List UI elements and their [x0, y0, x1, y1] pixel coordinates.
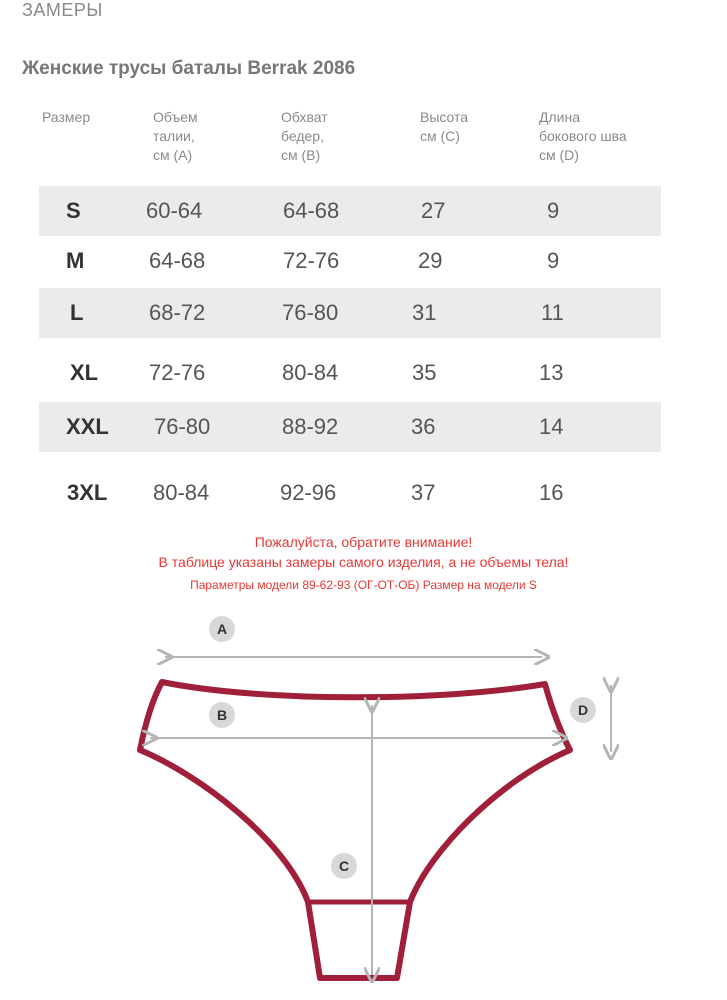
size-cell: L — [70, 300, 84, 325]
header-line: Размер — [42, 109, 91, 125]
table-row — [39, 402, 661, 452]
table-row — [39, 468, 661, 518]
hips-cell: 92-96 — [280, 480, 337, 505]
waist-cell: 64-68 — [149, 248, 206, 273]
height-cell: 31 — [412, 300, 437, 325]
header-line: см (D) — [539, 147, 579, 163]
side-cell: 13 — [539, 360, 564, 385]
badge-d-label: D — [577, 702, 589, 718]
badge-a — [209, 616, 235, 642]
hips-cell: 88-92 — [282, 414, 339, 439]
table-row — [39, 186, 661, 236]
hips-cell: 72-76 — [283, 248, 340, 273]
badge-a-label: A — [216, 621, 228, 637]
header-line: см (A) — [153, 147, 193, 163]
waist-cell: 80-84 — [153, 480, 210, 505]
header-line: Длина — [539, 109, 580, 125]
table-row — [39, 288, 661, 338]
waist-cell: 76-80 — [154, 414, 211, 439]
notice-model-params: Параметры модели 89-62-93 (ОГ-ОТ-ОБ) Размер на модели S — [190, 578, 537, 592]
height-cell: 27 — [421, 198, 446, 223]
waist-cell: 72-76 — [149, 360, 206, 385]
table-row — [39, 348, 661, 398]
height-cell: 29 — [418, 248, 443, 273]
badge-c — [331, 853, 357, 879]
height-cell: 36 — [411, 414, 436, 439]
hips-cell: 64-68 — [283, 198, 340, 223]
side-cell: 11 — [541, 300, 564, 325]
header-line: Высота — [420, 109, 469, 125]
size-cell: 3XL — [67, 480, 108, 505]
header-line: см (C) — [420, 128, 460, 144]
waist-cell: 68-72 — [149, 300, 206, 325]
height-cell: 37 — [411, 480, 436, 505]
height-cell: 35 — [412, 360, 437, 385]
hips-cell: 76-80 — [282, 300, 339, 325]
section-title: ЗАМЕРЫ — [22, 0, 103, 20]
side-cell: 16 — [539, 480, 564, 505]
badge-c-label: C — [338, 858, 350, 874]
measurement-diagram — [0, 600, 727, 1000]
header-line: Обхват — [281, 109, 328, 125]
header-line: бокового шва — [539, 128, 627, 144]
header-hips — [281, 108, 328, 165]
waist-cell: 60-64 — [146, 198, 203, 223]
size-cell: XL — [70, 360, 99, 385]
table-row — [39, 236, 661, 286]
side-cell: 9 — [547, 248, 560, 273]
badge-d — [570, 697, 596, 723]
side-cell: 14 — [539, 414, 564, 439]
header-line: см (B) — [281, 147, 321, 163]
side-cell: 9 — [547, 198, 560, 223]
hips-cell: 80-84 — [282, 360, 339, 385]
size-cell: S — [66, 198, 81, 223]
panty-outline — [140, 682, 570, 978]
product-title: Женские трусы баталы Berrak 2086 — [22, 58, 356, 79]
header-line: бедер, — [281, 128, 324, 144]
header-line: талии, — [153, 128, 195, 144]
badge-b — [209, 702, 235, 728]
size-cell: M — [66, 248, 85, 273]
badge-b-label: B — [216, 707, 228, 723]
header-side-seam — [539, 108, 627, 165]
header-height — [420, 108, 468, 146]
header-line: Объем — [153, 109, 198, 125]
size-cell: XXL — [66, 414, 109, 439]
notice-attention: Пожалуйста, обратите внимание! — [254, 534, 473, 550]
header-waist — [153, 108, 198, 165]
notice-measurement-info: В таблице указаны замеры самого изделия, а не объемы тела! — [158, 554, 569, 570]
header-size — [42, 108, 90, 127]
